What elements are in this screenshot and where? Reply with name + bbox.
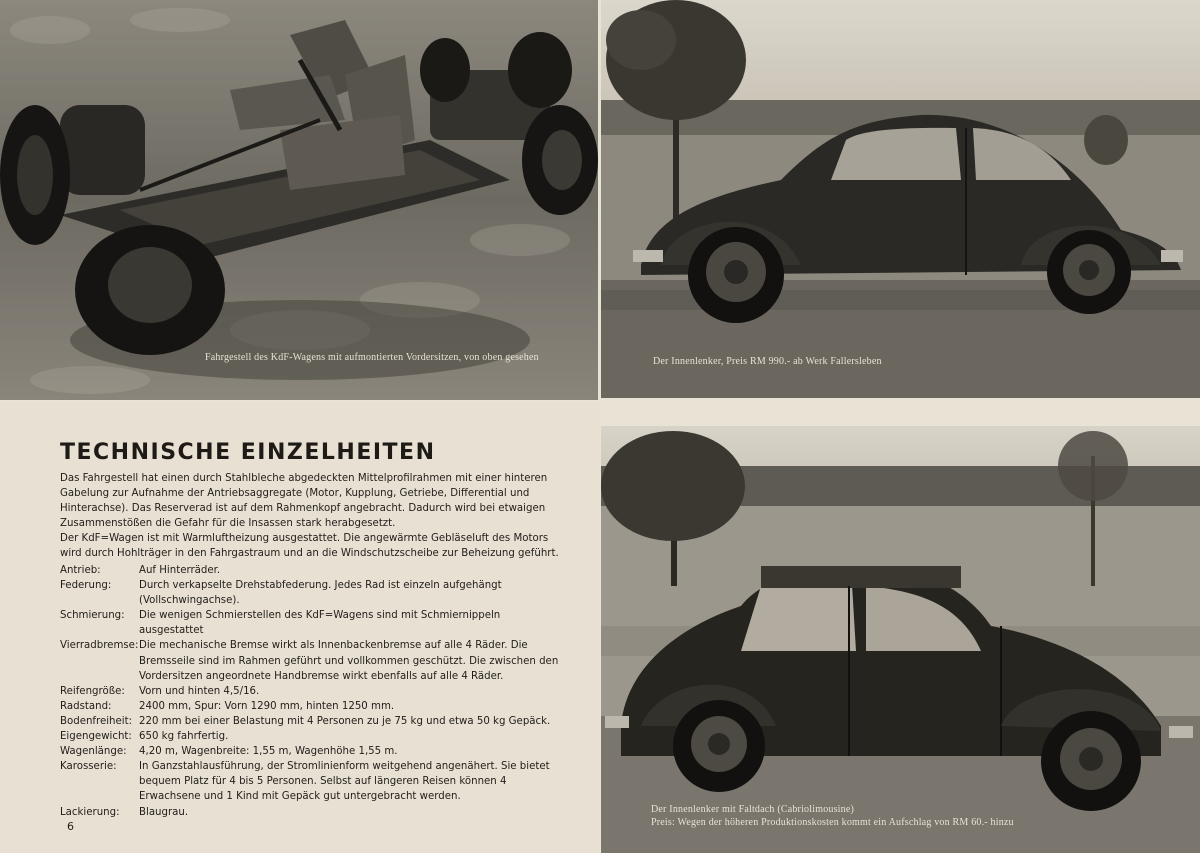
- spec-label: Karosserie:: [60, 761, 117, 773]
- spec-row: [60, 714, 565, 729]
- spec-label: Bodenfreiheit:: [60, 715, 133, 727]
- spec-value: 650 kg fahrfertig.: [139, 731, 229, 743]
- spec-label: Lackierung:: [60, 806, 120, 818]
- spec-label: Reifengröße:: [60, 685, 125, 697]
- sedan-caption: Der Innenlenker, Preis RM 990.- ab Werk Fallersleben: [653, 356, 882, 367]
- spec-list: [60, 563, 565, 820]
- spec-row: [60, 608, 565, 638]
- spec-value: 220 mm bei einer Belastung mit 4 Personen zu je 75 kg und etwa 50 kg Gepäck.: [139, 715, 551, 727]
- spec-label: Radstand:: [60, 700, 112, 712]
- spec-row: [60, 744, 565, 759]
- spec-label: Schmierung:: [60, 610, 125, 622]
- chassis-photo: [0, 0, 598, 400]
- spec-value: Die mechanische Bremse wirkt als Innenbackenbremse auf alle 4 Räder. Die Bremsseile sind im Rahmen geführt und vollkommen geschützt. Die zwischen den Vordersitzen angeordnete Handbremse wirkt ebenfalls auf alle 4 Räder.: [139, 640, 559, 682]
- spec-value: Vorn und hinten 4,5/16.: [139, 685, 260, 697]
- spec-row: [60, 759, 565, 804]
- convertible-caption-line1: Der Innenlenker mit Faltdach (Cabriolimousine): [651, 804, 855, 815]
- spec-row: [60, 563, 565, 578]
- spec-row: [60, 729, 565, 744]
- spec-row: [60, 805, 565, 820]
- page-number: 6: [67, 820, 74, 833]
- spec-value: 4,20 m, Wagenbreite: 1,55 m, Wagenhöhe 1,55 m.: [139, 746, 398, 758]
- spec-label: Antrieb:: [60, 565, 101, 576]
- spec-label: Eigengewicht:: [60, 731, 132, 743]
- convertible-photo: [601, 426, 1200, 853]
- spec-value: 2400 mm, Spur: Vorn 1290 mm, hinten 1250 mm.: [139, 700, 395, 712]
- chassis-caption: Fahrgestell des KdF-Wagens mit aufmontierten Vordersitzen, von oben gesehen: [205, 352, 539, 363]
- spec-value: Die wenigen Schmierstellen des KdF=Wagens sind mit Schmiernippeln ausgestattet: [139, 610, 501, 637]
- spec-value: In Ganzstahlausführung, der Stromlinienform weitgehend angenähert. Sie bietet bequem Platz für 4 bis 5 Personen. Selbst auf längeren Reisen können 4 Erwachsene und 1 Kind mit Gepäck gut untergebracht werden.: [139, 761, 550, 803]
- spec-value: Blaugrau.: [139, 806, 189, 818]
- spec-row: [60, 638, 565, 683]
- page-title: TECHNISCHE EINZELHEITEN: [60, 440, 436, 465]
- spec-label: Federung:: [60, 580, 112, 592]
- spec-row: [60, 699, 565, 714]
- sedan-photo: [601, 0, 1200, 398]
- right-horizontal-gutter: [601, 398, 1200, 426]
- intro-paragraph-1: Das Fahrgestell hat einen durch Stahlbleche abgedeckten Mittelprofilrahmen mit einer hinteren Gabelung zur Aufnahme der Antriebsaggregate (Motor, Kupplung, Getriebe, Differential und Hinterachse). Das Reserverad ist auf dem Rahmenkopf angebracht. Dadurch wird bei etwaigen Zusammenstößen die Gefahr für die Insassen stark herabgesetzt.: [60, 473, 548, 530]
- spec-row: [60, 684, 565, 699]
- intro-paragraph-2: Der KdF=Wagen ist mit Warmluftheizung ausgestattet. Die angewärmte Gebläseluft des Motors wird durch Hohlträger in den Fahrgastraum und an die Windschutzscheibe zur Beheizung geführt.: [60, 533, 559, 560]
- spec-label: Vierradbremse:: [60, 640, 139, 652]
- spec-row: [60, 578, 565, 608]
- intro-text: [60, 471, 560, 562]
- convertible-caption-line2: Preis: Wegen der höheren Produktionskosten kommt ein Aufschlag von RM 60.- hinzu: [651, 817, 1014, 828]
- spec-label: Wagenlänge:: [60, 746, 127, 758]
- spec-value: Auf Hinterräder.: [139, 565, 221, 576]
- spec-value: Durch verkapselte Drehstabfederung. Jedes Rad ist einzeln aufgehängt (Vollschwingachse).: [139, 580, 502, 607]
